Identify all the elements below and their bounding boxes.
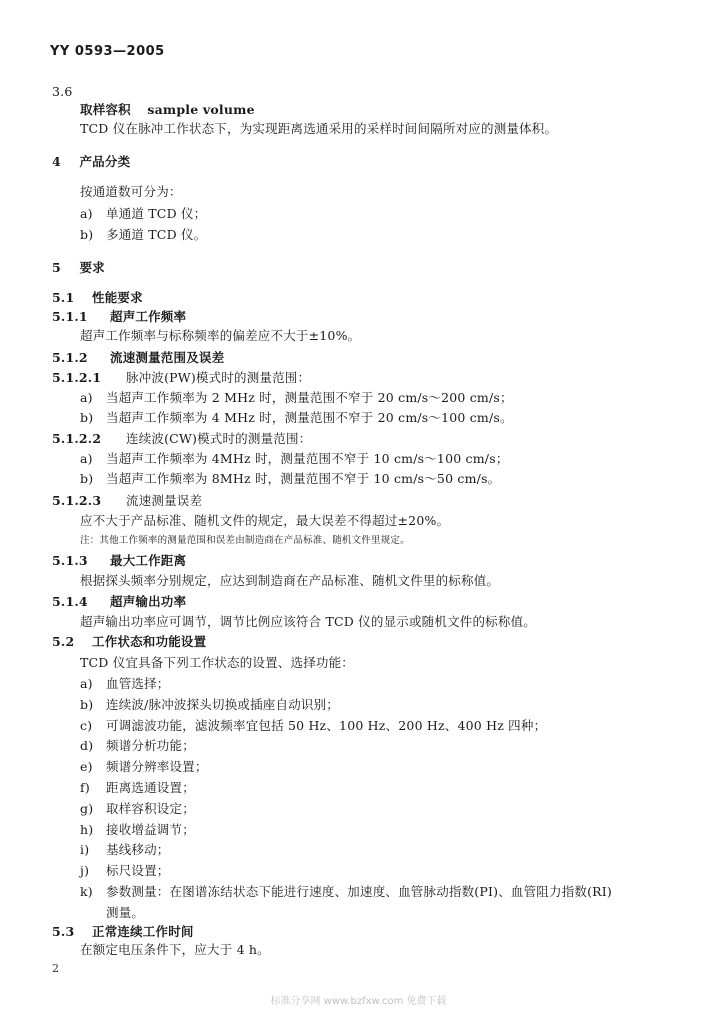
list-item bbox=[80, 759, 208, 775]
list-item bbox=[80, 206, 206, 222]
list-text: 当超声工作频率为 2 MHz 时，测量范围不窄于 20 cm/s～200 cm/s； bbox=[106, 390, 513, 405]
list-marker: k) bbox=[80, 884, 93, 899]
list-item bbox=[80, 842, 170, 858]
clause-number: 5.1.2 bbox=[52, 350, 88, 365]
list-item bbox=[80, 676, 170, 692]
clause-number: 5.1.3 bbox=[52, 553, 88, 568]
clause-number: 5.1.4 bbox=[52, 594, 88, 609]
section-number: 4 bbox=[52, 154, 61, 169]
list-marker: e) bbox=[80, 759, 93, 774]
list-marker: a) bbox=[80, 206, 93, 221]
list-text: 当超声工作频率为 4MHz 时，测量范围不窄于 10 cm/s～100 cm/s； bbox=[106, 451, 509, 466]
list-marker: b) bbox=[80, 697, 94, 712]
list-item bbox=[80, 718, 546, 734]
list-text: 频谱分析功能； bbox=[106, 738, 195, 753]
clause-title: 超声输出功率 bbox=[110, 594, 187, 609]
list-item bbox=[80, 801, 195, 817]
clause-5-1-3-heading bbox=[52, 553, 186, 569]
footer-watermark: 标准分享网 www.bzfxw.com 免费下载 bbox=[270, 996, 447, 1007]
section-4-heading bbox=[52, 154, 130, 170]
clause-5-3-heading bbox=[52, 924, 194, 940]
section-number: 5 bbox=[52, 260, 61, 275]
page-number: 2 bbox=[52, 962, 59, 975]
clause-number-3-6: 3.6 bbox=[52, 84, 73, 99]
list-marker: c) bbox=[80, 718, 93, 733]
list-text: 血管选择； bbox=[106, 676, 170, 691]
list-marker: b) bbox=[80, 471, 94, 486]
list-item bbox=[80, 390, 513, 406]
clause-title: 超声工作频率 bbox=[110, 309, 187, 324]
list-item bbox=[80, 822, 195, 838]
clause-5-1-4-heading bbox=[52, 594, 186, 610]
list-text: 多通道 TCD 仪。 bbox=[106, 227, 207, 242]
list-marker: b) bbox=[80, 227, 94, 242]
clause-body: 超声输出功率应可调节，调节比例应该符合 TCD 仪的显示或随机文件的标称值。 bbox=[80, 614, 536, 629]
list-marker: f) bbox=[80, 780, 90, 795]
list-marker: i) bbox=[80, 842, 90, 857]
clause-title: 最大工作距离 bbox=[110, 553, 187, 568]
clause-body: 在额定电压条件下，应大于 4 h。 bbox=[80, 942, 270, 957]
list-item bbox=[80, 738, 195, 754]
clause-5-1-2-1-heading bbox=[52, 370, 310, 386]
clause-5-1-heading bbox=[52, 290, 143, 306]
list-text: 基线移动； bbox=[106, 842, 170, 857]
list-item bbox=[80, 451, 509, 467]
clause-intro: TCD 仪宜具备下列工作状态的设置、选择功能： bbox=[80, 655, 354, 670]
clause-title: 流速测量范围及误差 bbox=[110, 350, 225, 365]
clause-title: 性能要求 bbox=[92, 290, 143, 305]
clause-5-1-1-heading bbox=[52, 309, 186, 325]
list-marker: a) bbox=[80, 390, 93, 405]
list-item bbox=[80, 863, 170, 879]
clause-title: 脉冲波(PW)模式时的测量范围： bbox=[126, 370, 311, 385]
list-item bbox=[80, 780, 195, 796]
clause-5-2-heading bbox=[52, 634, 206, 650]
term-chinese: 取样容积 bbox=[80, 102, 131, 117]
clause-number: 5.1.2.3 bbox=[52, 493, 102, 508]
clause-title: 工作状态和功能设置 bbox=[92, 634, 207, 649]
list-item bbox=[80, 410, 513, 426]
clause-number: 5.2 bbox=[52, 634, 75, 649]
list-marker: b) bbox=[80, 410, 94, 425]
list-text: 取样容积设定； bbox=[106, 801, 195, 816]
clause-title: 连续波(CW)模式时的测量范围： bbox=[126, 431, 312, 446]
clause-note: 注：其他工作频率的测量范围和误差由制造商在产品标准、随机文件里规定。 bbox=[80, 535, 410, 546]
list-text: 距离选通设置； bbox=[106, 780, 195, 795]
list-item bbox=[80, 471, 500, 487]
list-marker: g) bbox=[80, 801, 94, 816]
clause-5-1-2-heading bbox=[52, 350, 224, 366]
clause-title: 正常连续工作时间 bbox=[92, 924, 194, 939]
list-marker: j) bbox=[80, 863, 90, 878]
clause-body: 根据探头频率分别规定，应达到制造商在产品标准、随机文件里的标称值。 bbox=[80, 573, 500, 588]
classification-intro: 按通道数可分为： bbox=[80, 184, 182, 199]
section-title: 要求 bbox=[79, 260, 105, 275]
list-marker: h) bbox=[80, 822, 94, 837]
section-5-heading bbox=[52, 260, 105, 276]
term-english: sample volume bbox=[147, 102, 255, 117]
list-text: 当超声工作频率为 8MHz 时，测量范围不窄于 10 cm/s～50 cm/s。 bbox=[106, 471, 501, 486]
list-text: 频谱分辨率设置； bbox=[106, 759, 208, 774]
list-item bbox=[80, 697, 339, 713]
list-item-continuation: 测量。 bbox=[106, 905, 145, 920]
section-title: 产品分类 bbox=[79, 154, 131, 169]
list-marker: d) bbox=[80, 738, 94, 753]
clause-title: 流速测量误差 bbox=[126, 493, 203, 508]
clause-body: 应不大于产品标准、随机文件的规定，最大误差不得超过±20%。 bbox=[80, 513, 450, 528]
clause-5-1-2-2-heading bbox=[52, 431, 311, 447]
list-item bbox=[80, 884, 612, 900]
clause-number: 5.1 bbox=[52, 290, 75, 305]
clause-number: 5.1.2.1 bbox=[52, 370, 102, 385]
list-text: 标尺设置； bbox=[106, 863, 170, 878]
list-text: 接收增益调节； bbox=[106, 822, 195, 837]
list-item bbox=[80, 227, 206, 243]
list-text: 连续波/脉冲波探头切换或插座自动识别； bbox=[106, 697, 340, 712]
list-text: 当超声工作频率为 4 MHz 时，测量范围不窄于 20 cm/s～100 cm/s。 bbox=[106, 410, 513, 425]
term-title bbox=[80, 102, 255, 118]
clause-5-1-2-3-heading bbox=[52, 493, 202, 509]
list-marker: a) bbox=[80, 451, 93, 466]
list-text: 可调滤波功能，滤波频率宜包括 50 Hz、100 Hz、200 Hz、400 Hz 四种； bbox=[106, 718, 547, 733]
standard-header: YY 0593—2005 bbox=[50, 44, 165, 59]
clause-number: 5.1.1 bbox=[52, 309, 88, 324]
term-definition: TCD 仪在脉冲工作状态下，为实现距离选通采用的采样时间间隔所对应的测量体积。 bbox=[80, 121, 558, 136]
clause-number: 5.3 bbox=[52, 924, 75, 939]
list-text: 单通道 TCD 仪； bbox=[106, 206, 207, 221]
clause-body: 超声工作频率与标称频率的偏差应不大于±10%。 bbox=[80, 328, 361, 343]
list-text: 参数测量：在图谱冻结状态下能进行速度、加速度、血管脉动指数(PI)、血管阻力指数(RI) bbox=[106, 884, 613, 899]
clause-number: 5.1.2.2 bbox=[52, 431, 102, 446]
list-marker: a) bbox=[80, 676, 93, 691]
